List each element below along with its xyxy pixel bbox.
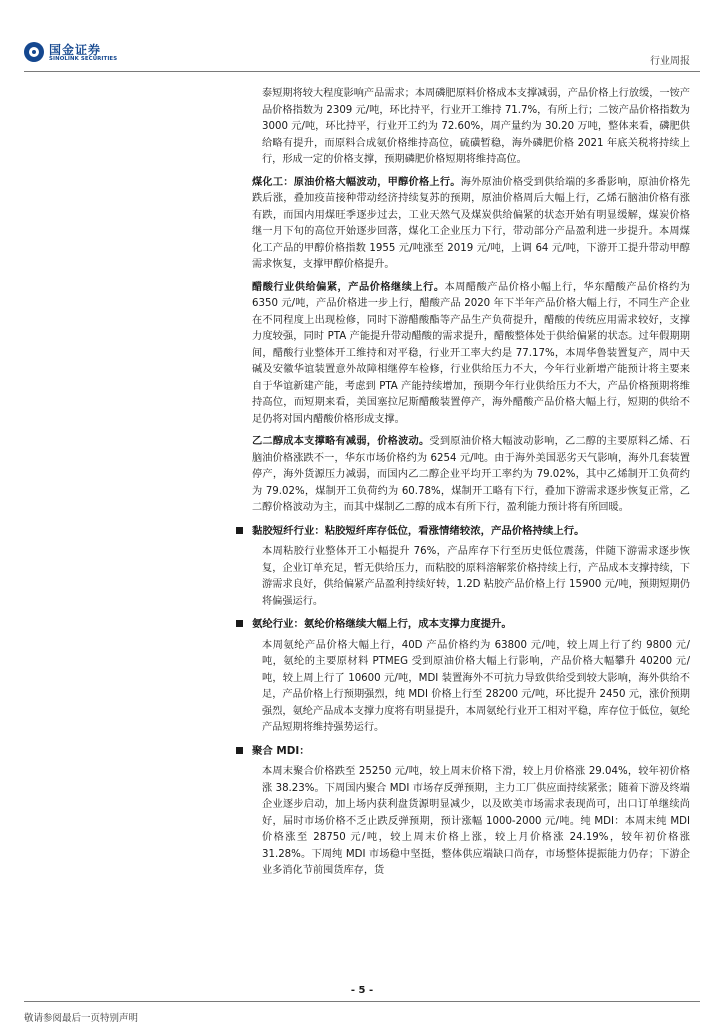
logo-emblem-icon [24,42,44,62]
logo-chinese-name: 国金证券 [49,43,102,57]
page-header [0,0,724,72]
company-logo [24,42,136,64]
paragraph-phosphate: 泰短期将较大程度影响产品需求；本周磷肥原料价格成本支撑减弱，产品价格上行放缓，一铵产品价格指数为 2309 元/吨，环比持平，行业开工维持 71.7%，有所上行；二铵产品价格指数为 3000 元/吨，环比持平，行业开工约为 72.60%，周产量约为 30.20 万吨，整体来看，磷肥供给略有提升，而原料合成氨价格维持高位，硫磺暂稳，海外磷肥价格 2021 年底关税将持续上行，形成一定的价格支撑，预期磷肥价格短期将维持高位。 [262,88,690,165]
paragraph-coal-chemical: 煤化工：原油价格大幅波动，甲醇价格上行。海外原油价格受到供给端的多番影响，原油价格先跌后涨，叠加疫苗接种带动经济持续复苏的预期，原油价格周后大幅上行，乙烯石脑油价格有涨有跌，而国内用煤旺季逐步过去，工业天然气及煤炭供给偏紧的状态开始有明显缓解，煤炭价格继一月下旬的高位开始逐步回落，煤化工企业压力下行，带动部分产品盈利进一步提升。本周煤化工产品的甲醇价格指数 1955 元/吨涨至 2019 元/吨，上调 64 元/吨，下游开工提升带动甲醇需求恢复，支撑甲醇价格提升。 [252,176,690,270]
header-divider [24,71,700,72]
footer-disclaimer: 敬请参阅最后一页特别声明 [24,1013,139,1024]
footer-divider [24,1001,700,1002]
report-body [252,86,690,886]
square-bullet-icon [236,527,243,534]
paragraph-title: 醋酸行业供给偏紧，产品价格继续上行。 [252,281,445,293]
paragraph-spandex: 本周氨纶产品价格大幅上行，40D 产品价格约为 63800 元/吨，较上周上行了约 9800 元/吨，氨纶的主要原材料 PTMEG 受到原油价格大幅上行影响，产品价格大幅攀升 40200 元/吨，较上周上行了 10600 元/吨，MDI 装置海外不可抗力导致供给受到较大影响，海外供给不足，产品价格上行预期强烈，纯 MDI 价格上行至 28200 元/吨，环比提升 2450 元，涨价预期强烈，氨纶产品成本支撑力度将有明显提升，本周氨纶行业开工相对平稳，库存位于低位，氨纶产品短期将维持强势运行。 [262,639,690,733]
paragraph-title: 煤化工：原油价格大幅波动，甲醇价格上行。 [252,176,461,188]
paragraph-ethylene-glycol: 乙二醇成本支撑略有减弱，价格波动。受到原油价格大幅波动影响，乙二醇的主要原料乙烯、石脑油价格涨跌不一，华东市场价格约为 6254 元/吨。由于海外美国恶劣天气影响，海外几套装置停产，海外货源压力减弱，而国内乙二醇企业平均开工率约为 79.02%，其中乙烯制开工负荷约为 79.02%，煤制开工负荷约为 60.78%，煤制开工略有下行，叠加下游需求逐步恢复正常，乙二醇价格波动为主，而其中煤制乙二醇的成本有所下行，盈利能力预计将有所回暖。 [252,436,691,513]
paragraph-mdi: 本周末聚合价格跌至 25250 元/吨，较上周末价格下滑，较上月价格涨 29.04%，较年初价格涨 38.23%。下周国内聚合 MDI 市场存反弹预期，主力工厂供应面持续紧张；随着下游及终端企业逐步启动，加上场内获利盘货源明显减少，以及欧美市场需求表现尚可，出口订单继续尚好，届时市场价格不乏止跌反弹预期，预计涨幅 1000-2000 元/吨。纯 MDI：本周末纯 MDI 价格涨至 28750 元/吨，较上周末价格上涨，较上月价格涨 24.19%，较年初价格涨 31.28%。下周纯 MDI 市场稳中坚挺，整体供应端缺口尚存，市场整体提振能力仍存；下游企业多消化节前囤货库存，货 [262,766,690,876]
paragraph-viscose: 本周粘胶行业整体开工小幅提升 76%，产品库存下行至历史低位震荡，伴随下游需求逐步恢复，企业订单充足，暂无供给压力，而粘胶的原料溶解浆价格持续上行，产品成本支撑持续，下游需求良好，供给偏紧产品盈利持续好转，1.2D 粘胶产品价格上行 15900 元/吨，预期短期仍将偏强运行。 [262,546,690,607]
page-number: - 5 - [350,985,374,996]
report-type-label: 行业周报 [650,56,690,67]
square-bullet-icon [236,620,243,627]
square-bullet-icon [236,747,243,754]
section-heading-mdi: 聚合 MDI： [252,743,690,760]
paragraph-acetic-acid: 醋酸行业供给偏紧，产品价格继续上行。本周醋酸产品价格小幅上行，华东醋酸产品价格约为 6350 元/吨，产品价格进一步上行，醋酸产品 2020 年下半年产品价格大幅上行，不同生产企业在不同程度上出现检修，同时下游醋酸酯等产品生产负荷提升，醋酸的传统应用需求较好，支撑力度较强，同时 PTA 产能提升带动醋酸的需求提升，醋酸整体处于供给偏紧的状态。过年假期期间，醋酸行业整体开工维持和对平稳，行业开工率大约是 77.17%，本周华鲁装置复产，周中天碱及安徽华谊装置意外故障相继停车检修，行业供给压力不大，今年行业新增产能预计将主要来自于华谊新建产能，考虑到 PTA 产能持续增加，预期今年行业供给压力不大，产品价格预期将维持高位，而短期来看，美国塞拉尼斯醋酸装置停产，海外醋酸产品价格大幅上行，短期的供给不足仍将对国内醋酸价格形成支撑。 [252,281,690,425]
section-heading-viscose: 黏胶短纤行业：粘胶短纤库存低位，看涨情绪较浓，产品价格持续上行。 [252,523,690,540]
section-heading-spandex: 氨纶行业：氨纶价格继续大幅上行，成本支撑力度提升。 [252,616,690,633]
paragraph-title: 乙二醇成本支撑略有减弱，价格波动。 [252,436,430,447]
logo-english-name: SINOLINK SECURITIES [49,56,118,62]
